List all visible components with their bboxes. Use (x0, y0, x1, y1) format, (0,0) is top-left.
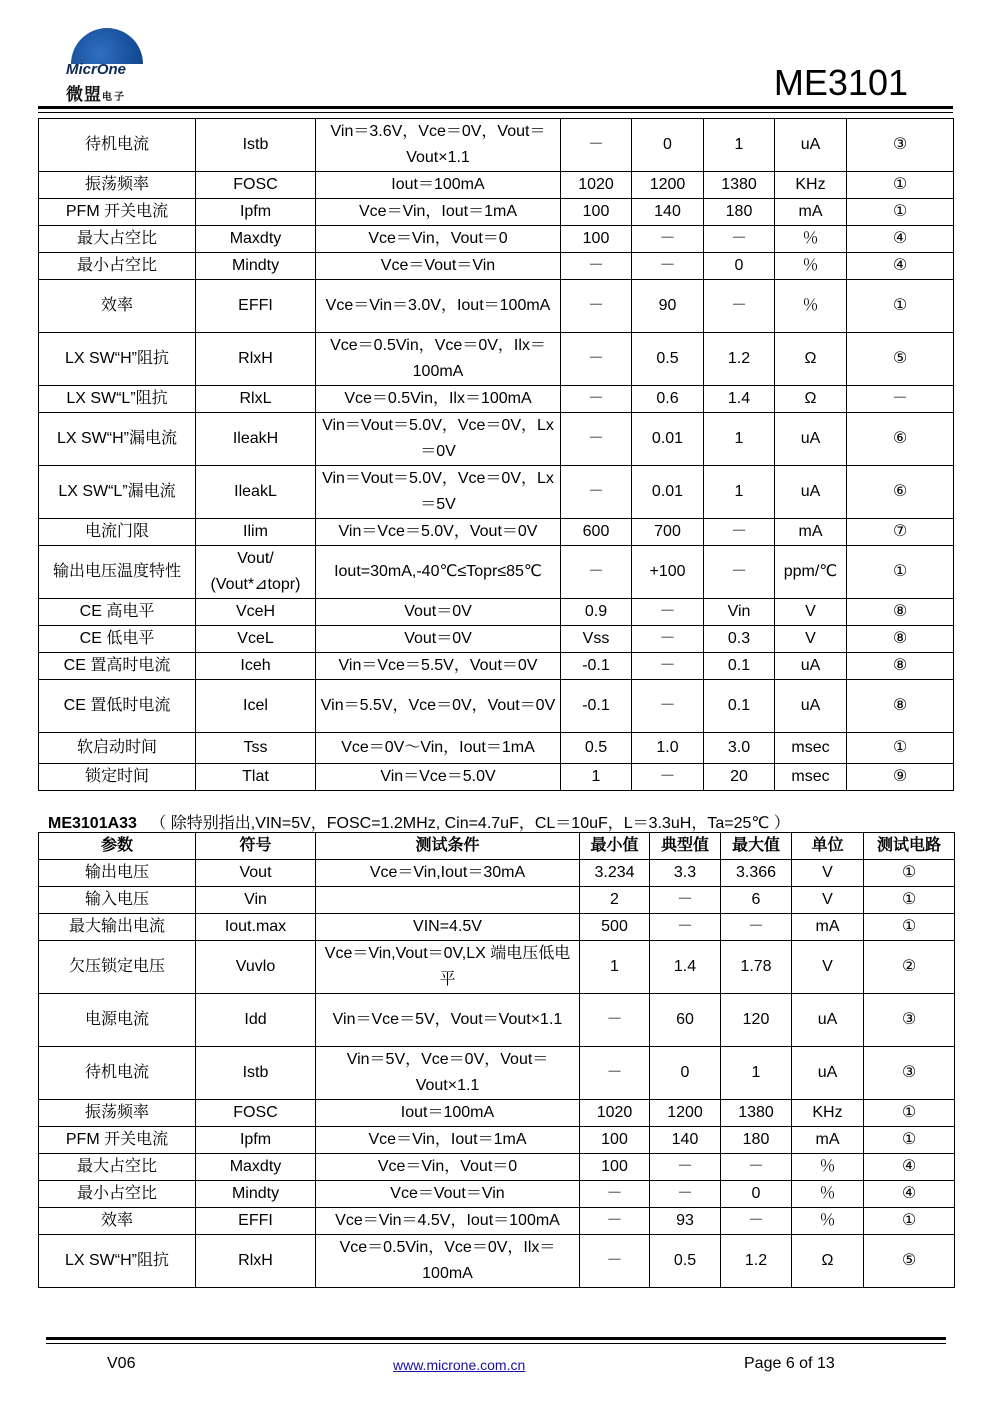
cell-cond: Vce＝Vin，Iout＝1mA (316, 1127, 580, 1154)
cell-unit: uA (775, 119, 847, 172)
cell-unit: Ω (775, 386, 847, 413)
cell-typ: － (632, 680, 704, 733)
cell-min: 500 (580, 914, 650, 941)
table-row (39, 1127, 955, 1154)
cell-cond: Vce＝0V～Vin，Iout＝1mA (316, 733, 561, 764)
cell-cond: Vce＝Vin，Vout＝0 (316, 226, 561, 253)
cell-typ: － (632, 226, 704, 253)
cell-max: 1380 (704, 172, 775, 199)
cell-cond: Vout＝0V (316, 626, 561, 653)
cell-min: － (561, 546, 632, 599)
header-cell: 最大值 (721, 833, 792, 860)
cell-min: 2 (580, 887, 650, 914)
cell-circ: － (847, 386, 954, 413)
cell-max: － (704, 519, 775, 546)
spec-table-1 (38, 118, 954, 791)
cell-typ: +100 (632, 546, 704, 599)
table-row (39, 413, 954, 466)
cell-max: 1 (704, 413, 775, 466)
cell-unit: uA (792, 1047, 864, 1100)
cell-min: － (580, 1047, 650, 1100)
cell-min: － (561, 466, 632, 519)
cell-typ: 140 (650, 1127, 721, 1154)
cell-cond: Vin＝3.6V，Vce＝0V，Vout＝Vout×1.1 (316, 119, 561, 172)
cell-param: 输出电压温度特性 (39, 546, 196, 599)
cell-cond: Vin＝Vce＝5.5V，Vout＝0V (316, 653, 561, 680)
cell-param: 振荡频率 (39, 1100, 196, 1127)
cell-unit: Ω (792, 1235, 864, 1288)
cell-param: LX SW“H”阻抗 (39, 1235, 196, 1288)
cell-param: CE 高电平 (39, 599, 196, 626)
cell-min: 100 (561, 226, 632, 253)
cell-circ: ⑥ (847, 466, 954, 519)
cell-cond: Vce＝Vin,Vout＝0V,LX 端电压低电平 (316, 941, 580, 994)
cell-circ: ① (864, 860, 955, 887)
cell-cond: Vin＝Vce＝5.0V，Vout＝0V (316, 519, 561, 546)
cell-cond: Vin＝Vce＝5.0V (316, 764, 561, 791)
cell-circ: ④ (847, 226, 954, 253)
table-row (39, 764, 954, 791)
section-model: ME3101A33 (48, 815, 137, 832)
header-cell: 最小值 (580, 833, 650, 860)
cell-circ: ⑧ (847, 599, 954, 626)
cell-typ: 0.01 (632, 466, 704, 519)
cell-param: 效率 (39, 1208, 196, 1235)
cell-sym: RlxL (196, 386, 316, 413)
cell-sym: Idd (196, 994, 316, 1047)
cell-circ: ⑦ (847, 519, 954, 546)
cell-circ: ① (864, 1100, 955, 1127)
cell-typ: 0 (650, 1047, 721, 1100)
cell-param: PFM 开关电流 (39, 199, 196, 226)
cell-unit: V (775, 626, 847, 653)
cell-sym: RlxH (196, 1235, 316, 1288)
header-cell: 测试电路 (864, 833, 955, 860)
cell-cond: Vce＝Vin＝3.0V，Iout＝100mA (316, 280, 561, 333)
cell-unit: V (792, 887, 864, 914)
cell-circ: ④ (847, 253, 954, 280)
logo-text: MicrOne (66, 61, 127, 78)
cell-circ: ① (847, 280, 954, 333)
header-cell: 测试条件 (316, 833, 580, 860)
cell-min: 1 (561, 764, 632, 791)
cell-typ: 60 (650, 994, 721, 1047)
cell-unit: V (775, 599, 847, 626)
cell-min: 600 (561, 519, 632, 546)
cell-unit: msec (775, 764, 847, 791)
cell-typ: － (650, 914, 721, 941)
cell-cond: Iout=30mA,-40℃≤Topr≤85℃ (316, 546, 561, 599)
cell-max: 1 (704, 466, 775, 519)
cell-cond: Vout＝0V (316, 599, 561, 626)
cell-min: － (561, 333, 632, 386)
table-row (39, 1047, 955, 1100)
cell-max: － (721, 1154, 792, 1181)
cell-min: － (561, 119, 632, 172)
cell-typ: 90 (632, 280, 704, 333)
cell-min: － (561, 386, 632, 413)
table-row (39, 519, 954, 546)
table-row (39, 253, 954, 280)
cell-unit: uA (775, 413, 847, 466)
cell-max: 1.2 (704, 333, 775, 386)
cell-max: － (704, 226, 775, 253)
cell-circ: ③ (847, 119, 954, 172)
cell-circ: ⑧ (847, 653, 954, 680)
cell-sym: Vuvlo (196, 941, 316, 994)
cell-typ: 1200 (632, 172, 704, 199)
cell-unit: uA (775, 653, 847, 680)
table-row (39, 941, 955, 994)
table-row (39, 887, 955, 914)
cell-cond: Vce＝0.5Vin，Vce＝0V，Ilx＝100mA (316, 333, 561, 386)
footer-rule-thin (46, 1343, 946, 1344)
table-row (39, 860, 955, 887)
logo-cn-main: 微盟 (66, 85, 102, 104)
cell-typ: 1.0 (632, 733, 704, 764)
cell-cond: Vce＝0.5Vin，Vce＝0V，Ilx＝100mA (316, 1235, 580, 1288)
logo-cn-small: 电子 (102, 92, 126, 103)
table-row (39, 1235, 955, 1288)
cell-max: Vin (704, 599, 775, 626)
cell-typ: － (632, 599, 704, 626)
cell-min: 0.9 (561, 599, 632, 626)
cell-cond: Vce＝Vin＝4.5V，Iout＝100mA (316, 1208, 580, 1235)
cell-typ: － (650, 1154, 721, 1181)
cell-circ: ③ (864, 994, 955, 1047)
cell-unit: KHz (792, 1100, 864, 1127)
cell-unit: V (792, 941, 864, 994)
cell-unit: Ω (775, 333, 847, 386)
table-row (39, 172, 954, 199)
cell-cond: Vin＝Vce＝5V，Vout＝Vout×1.1 (316, 994, 580, 1047)
cell-sym: Istb (196, 119, 316, 172)
cell-min: － (561, 413, 632, 466)
cell-typ: 0 (632, 119, 704, 172)
cell-unit: uA (792, 994, 864, 1047)
cell-min: 3.234 (580, 860, 650, 887)
header-cell: 参数 (39, 833, 196, 860)
cell-param: LX SW“L”漏电流 (39, 466, 196, 519)
cell-cond: Vce＝Vout＝Vin (316, 253, 561, 280)
cell-circ: ⑥ (847, 413, 954, 466)
cell-sym: Vin (196, 887, 316, 914)
cell-typ: 0.5 (632, 333, 704, 386)
cell-sym: IleakH (196, 413, 316, 466)
cell-sym: FOSC (196, 172, 316, 199)
cell-param: CE 置高时电流 (39, 653, 196, 680)
cell-sym: Tlat (196, 764, 316, 791)
cell-circ: ⑧ (847, 626, 954, 653)
cell-min: － (561, 280, 632, 333)
cell-unit: msec (775, 733, 847, 764)
cell-param: 电流门限 (39, 519, 196, 546)
cell-typ: 140 (632, 199, 704, 226)
cell-sym: EFFI (196, 1208, 316, 1235)
cell-max: 1380 (721, 1100, 792, 1127)
cell-param: 欠压锁定电压 (39, 941, 196, 994)
cell-typ: 1.4 (650, 941, 721, 994)
cell-cond: Vin＝5.5V，Vce＝0V，Vout＝0V (316, 680, 561, 733)
cell-max: 1.4 (704, 386, 775, 413)
header-cell: 符号 (196, 833, 316, 860)
cell-circ: ④ (864, 1181, 955, 1208)
cell-typ: － (650, 887, 721, 914)
cell-unit: ％ (792, 1181, 864, 1208)
cell-param: LX SW“H”阻抗 (39, 333, 196, 386)
cell-min: － (580, 1208, 650, 1235)
cell-sym: Maxdty (196, 1154, 316, 1181)
table-row (39, 653, 954, 680)
cell-circ: ③ (864, 1047, 955, 1100)
cell-param: 最小占空比 (39, 253, 196, 280)
footer-version: V06 (107, 1355, 136, 1372)
cell-sym: Ipfm (196, 1127, 316, 1154)
table-row (39, 546, 954, 599)
cell-circ: ① (864, 1127, 955, 1154)
cell-unit: V (792, 860, 864, 887)
header-cell: 典型值 (650, 833, 721, 860)
cell-max: 0 (721, 1181, 792, 1208)
cell-max: 180 (704, 199, 775, 226)
cell-max: 1 (721, 1047, 792, 1100)
cell-unit: KHz (775, 172, 847, 199)
cell-param: LX SW“H”漏电流 (39, 413, 196, 466)
table-row (39, 994, 955, 1047)
cell-min: 100 (580, 1154, 650, 1181)
cell-min: － (580, 1181, 650, 1208)
footer-url-link[interactable]: www.microne.com.cn (393, 1357, 526, 1373)
cell-sym: EFFI (196, 280, 316, 333)
cell-unit: ppm/℃ (775, 546, 847, 599)
cell-param: 输出电压 (39, 860, 196, 887)
table-row (39, 226, 954, 253)
cell-sym: Iout.max (196, 914, 316, 941)
cell-circ: ① (864, 914, 955, 941)
table-row (39, 680, 954, 733)
cell-min: -0.1 (561, 653, 632, 680)
cell-param: 输入电压 (39, 887, 196, 914)
cell-cond (316, 887, 580, 914)
table-row (39, 119, 954, 172)
document-title: ME3101 (773, 62, 908, 103)
cell-max: 3.0 (704, 733, 775, 764)
cell-min: Vss (561, 626, 632, 653)
cell-min: 100 (580, 1127, 650, 1154)
cell-unit: ％ (775, 253, 847, 280)
cell-circ: ⑤ (847, 333, 954, 386)
header-rule-thin (38, 112, 953, 113)
cell-circ: ⑨ (847, 764, 954, 791)
cell-typ: － (632, 764, 704, 791)
cell-typ: 0.01 (632, 413, 704, 466)
cell-unit: ％ (775, 280, 847, 333)
cell-cond: Vin＝Vout＝5.0V，Vce＝0V，Lx＝5V (316, 466, 561, 519)
cell-max: 180 (721, 1127, 792, 1154)
cell-max: 0.1 (704, 653, 775, 680)
cell-circ: ① (864, 1208, 955, 1235)
cell-unit: uA (775, 466, 847, 519)
cell-circ: ④ (864, 1154, 955, 1181)
cell-param: 锁定时间 (39, 764, 196, 791)
cell-cond: Vce＝Vin,Iout＝30mA (316, 860, 580, 887)
cell-unit: ％ (792, 1208, 864, 1235)
cell-unit: ％ (775, 226, 847, 253)
cell-sym: Mindty (196, 253, 316, 280)
cell-max: 1.78 (721, 941, 792, 994)
cell-min: 0.5 (561, 733, 632, 764)
cell-min: 1 (580, 941, 650, 994)
cell-circ: ⑧ (847, 680, 954, 733)
cell-param: 最大占空比 (39, 226, 196, 253)
cell-unit: mA (792, 1127, 864, 1154)
cell-max: 3.366 (721, 860, 792, 887)
cell-param: LX SW“L”阻抗 (39, 386, 196, 413)
cell-sym: IleakL (196, 466, 316, 519)
table-row (39, 199, 954, 226)
cell-param: 振荡频率 (39, 172, 196, 199)
cell-sym: RlxH (196, 333, 316, 386)
cell-max: 0.1 (704, 680, 775, 733)
table-row (39, 386, 954, 413)
cell-sym: Vout/ (Vout*⊿topr) (196, 546, 316, 599)
cell-max: 6 (721, 887, 792, 914)
header-rule (38, 106, 953, 109)
cell-max: － (721, 914, 792, 941)
cell-max: 0.3 (704, 626, 775, 653)
cell-param: 软启动时间 (39, 733, 196, 764)
cell-param: 待机电流 (39, 119, 196, 172)
cell-cond: Vin＝5V，Vce＝0V，Vout＝Vout×1.1 (316, 1047, 580, 1100)
cell-typ: 0.5 (650, 1235, 721, 1288)
cell-typ: － (650, 1181, 721, 1208)
cell-unit: mA (792, 914, 864, 941)
cell-typ: 700 (632, 519, 704, 546)
table-row (39, 1208, 955, 1235)
cell-max: 1.2 (721, 1235, 792, 1288)
cell-param: 电源电流 (39, 994, 196, 1047)
cell-max: 20 (704, 764, 775, 791)
cell-circ: ① (847, 199, 954, 226)
cell-min: － (561, 253, 632, 280)
cell-circ: ⑤ (864, 1235, 955, 1288)
cell-param: PFM 开关电流 (39, 1127, 196, 1154)
table-row (39, 1181, 955, 1208)
cell-typ: － (632, 626, 704, 653)
cell-min: -0.1 (561, 680, 632, 733)
cell-param: CE 置低时电流 (39, 680, 196, 733)
table-row (39, 733, 954, 764)
cell-param: 最大占空比 (39, 1154, 196, 1181)
cell-max: 0 (704, 253, 775, 280)
cell-cond: VIN=4.5V (316, 914, 580, 941)
cell-sym: Ilim (196, 519, 316, 546)
table-row (39, 1100, 955, 1127)
cell-cond: Vce＝Vin，Vout＝0 (316, 1154, 580, 1181)
spec-table-1-body (39, 119, 954, 791)
spec-table-2-body (39, 860, 955, 1288)
header-cell: 单位 (792, 833, 864, 860)
cell-param: 待机电流 (39, 1047, 196, 1100)
cell-typ: － (632, 253, 704, 280)
cell-sym: Mindty (196, 1181, 316, 1208)
table-row (39, 466, 954, 519)
cell-typ: － (632, 653, 704, 680)
cell-min: 1020 (580, 1100, 650, 1127)
table-row (39, 280, 954, 333)
logo-cn (66, 80, 126, 105)
cell-max: 120 (721, 994, 792, 1047)
cell-min: － (580, 1235, 650, 1288)
cell-typ: 93 (650, 1208, 721, 1235)
table-row (39, 914, 955, 941)
cell-typ: 0.6 (632, 386, 704, 413)
cell-sym: Tss (196, 733, 316, 764)
cell-sym: Ipfm (196, 199, 316, 226)
cell-max: － (704, 280, 775, 333)
cell-sym: VceH (196, 599, 316, 626)
table-header-row (39, 833, 955, 860)
cell-min: 1020 (561, 172, 632, 199)
cell-sym: Iceh (196, 653, 316, 680)
cell-cond: Vce＝Vin，Iout＝1mA (316, 199, 561, 226)
table-row (39, 626, 954, 653)
company-logo (62, 28, 152, 103)
table-row (39, 1154, 955, 1181)
cell-max: 1 (704, 119, 775, 172)
section-title (48, 810, 790, 833)
cell-circ: ① (847, 172, 954, 199)
cell-cond: Iout＝100mA (316, 1100, 580, 1127)
cell-max: － (704, 546, 775, 599)
cell-min: － (580, 994, 650, 1047)
cell-cond: Vce＝Vout＝Vin (316, 1181, 580, 1208)
cell-min: 100 (561, 199, 632, 226)
spec-table-2 (38, 832, 955, 1288)
cell-unit: ％ (792, 1154, 864, 1181)
cell-circ: ② (864, 941, 955, 994)
cell-sym: FOSC (196, 1100, 316, 1127)
cell-unit: mA (775, 519, 847, 546)
cell-sym: VceL (196, 626, 316, 653)
cell-circ: ① (847, 546, 954, 599)
cell-circ: ① (864, 887, 955, 914)
cell-param: 最大输出电流 (39, 914, 196, 941)
cell-sym: Istb (196, 1047, 316, 1100)
cell-typ: 1200 (650, 1100, 721, 1127)
footer-rule (46, 1337, 946, 1340)
table-row (39, 333, 954, 386)
section-conditions: （ 除特别指出,VIN=5V，FOSC=1.2MHz, Cin=4.7uF，CL＝10uF，L＝3.3uH，Ta=25℃ ） (150, 815, 790, 832)
cell-sym: Maxdty (196, 226, 316, 253)
cell-max: － (721, 1208, 792, 1235)
cell-sym: Vout (196, 860, 316, 887)
cell-sym: Icel (196, 680, 316, 733)
cell-circ: ① (847, 733, 954, 764)
cell-unit: mA (775, 199, 847, 226)
cell-cond: Vin＝Vout＝5.0V，Vce＝0V，Lx＝0V (316, 413, 561, 466)
cell-cond: Vce＝0.5Vin，Ilx＝100mA (316, 386, 561, 413)
table-row (39, 599, 954, 626)
footer-page-number: Page 6 of 13 (744, 1355, 835, 1372)
cell-unit: uA (775, 680, 847, 733)
cell-typ: 3.3 (650, 860, 721, 887)
cell-param: 效率 (39, 280, 196, 333)
cell-param: 最小占空比 (39, 1181, 196, 1208)
cell-param: CE 低电平 (39, 626, 196, 653)
cell-cond: Iout＝100mA (316, 172, 561, 199)
